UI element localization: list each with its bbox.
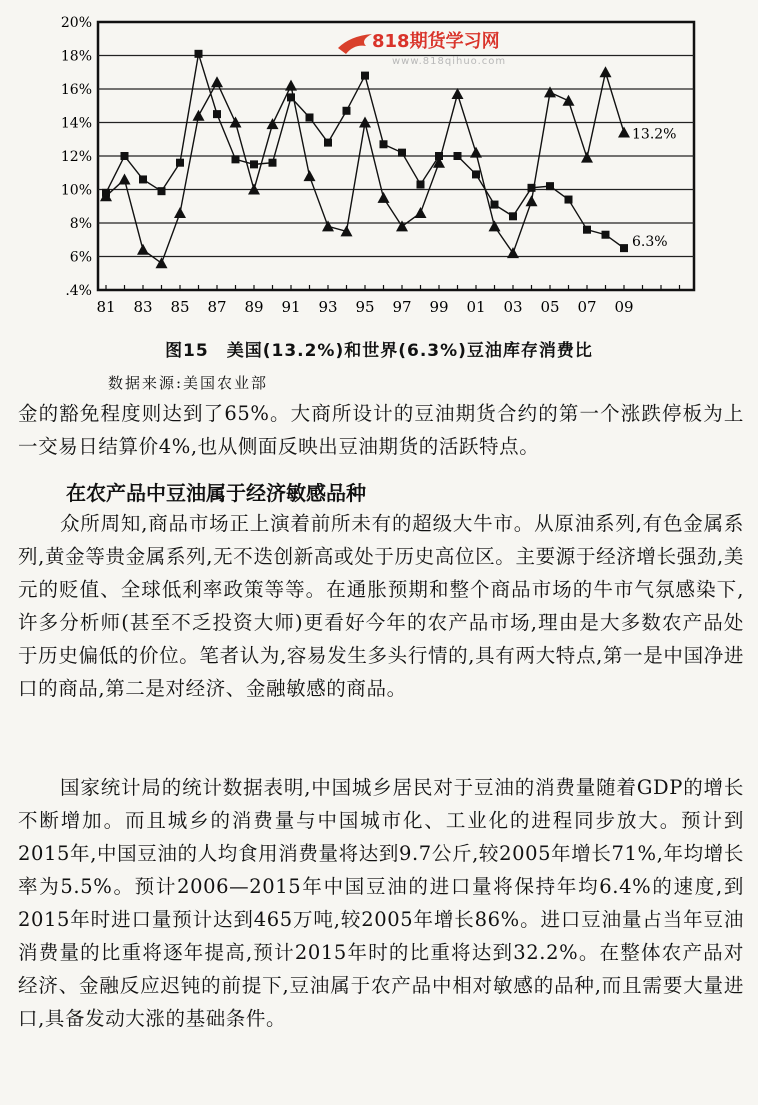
y-tick-label: 6%	[69, 249, 92, 266]
triangle-marker	[193, 110, 205, 121]
series-end-labels	[632, 127, 676, 251]
triangle-marker	[285, 80, 297, 91]
square-marker	[583, 226, 591, 234]
square-marker	[398, 149, 406, 157]
square-marker	[176, 159, 184, 167]
triangle-marker	[470, 147, 482, 158]
square-marker	[232, 155, 240, 163]
triangle-marker	[544, 86, 556, 97]
figure-caption: 图15 美国(13.2%)和世界(6.3%)豆油库存消费比	[165, 341, 593, 361]
triangle-marker	[156, 257, 168, 268]
square-marker	[435, 152, 443, 160]
triangle-marker	[415, 207, 427, 218]
soybean-oil-chart	[0, 0, 758, 330]
x-tick-label: 81	[96, 298, 116, 316]
triangle-marker	[267, 118, 279, 129]
triangle-marker	[119, 173, 131, 184]
square-marker	[250, 160, 258, 168]
series-end-label: 13.2%	[632, 126, 677, 143]
triangle-marker	[137, 244, 149, 255]
square-marker	[620, 244, 628, 252]
series-lines	[106, 54, 624, 263]
square-marker	[324, 139, 332, 147]
paragraph-3: 国家统计局的统计数据表明,中国城乡居民对于豆油的消费量随着GDP的增长不断增加。而且城乡的消费量与中国城市化、工业化的进程同步放大。预计到2015年,中国豆油的人均食用消费量将达到9.7公斤,较2005年增长71%,年均增长率为5.5%。预计2006—2015年中国豆油的进口量将保持年均6.4%的速度,到2015年时进口量预计达到465万吨,较2005年增长86%。进口豆油量占当年豆油消费量的比重将逐年提高,预计2015年时的比重将达到32.2%。在整体农产品对经济、金融反应迟钝的前提下,豆油属于农产品中相对敏感的品种,而且需要大量进口,具备发动大涨的基础条件。	[18, 776, 744, 1030]
y-tick-label: 16%	[60, 82, 92, 98]
series-markers	[100, 50, 630, 268]
y-tick-label: 10%	[60, 182, 92, 199]
x-tick-label: 91	[281, 298, 301, 316]
triangle-marker	[174, 207, 186, 218]
y-tick-label: 12%	[60, 149, 92, 165]
square-marker	[269, 159, 277, 167]
square-marker	[491, 201, 499, 209]
triangle-marker	[211, 76, 223, 87]
square-marker	[213, 110, 221, 118]
x-tick-label: 01	[466, 298, 486, 316]
triangle-marker	[396, 220, 408, 231]
triangle-marker	[507, 247, 519, 258]
y-tick-label: 20%	[60, 15, 92, 31]
paragraph-1: 金的豁免程度则达到了65%。大商所设计的豆油期货合约的第一个涨跌停板为上一交易日结算价4%,也从侧面反映出豆油期货的活跃特点。	[18, 402, 744, 458]
x-tick-label: 09	[614, 298, 634, 316]
flame-icon	[338, 34, 372, 54]
y-tick-label: 8%	[69, 216, 92, 232]
x-tick-label: 85	[170, 298, 190, 316]
section-heading: 在农产品中豆油属于经济敏感品种	[66, 481, 366, 505]
x-tick-label: 97	[392, 298, 412, 316]
series-line-world	[106, 54, 624, 248]
y-tick-label: 14%	[60, 115, 92, 132]
square-marker	[139, 175, 147, 183]
triangle-marker	[526, 195, 538, 206]
square-marker	[158, 187, 166, 195]
series-end-label: 6.3%	[632, 234, 668, 251]
square-marker	[546, 182, 554, 190]
x-tick-label: 83	[133, 298, 153, 316]
triangle-marker	[581, 152, 593, 163]
square-marker	[602, 231, 610, 239]
gridlines	[98, 56, 694, 257]
triangle-marker	[600, 66, 612, 77]
x-tick-label: 89	[244, 298, 264, 316]
square-marker	[306, 113, 314, 121]
x-tick-label: 87	[207, 298, 227, 316]
series-line-us	[106, 72, 624, 263]
y-tick-label: .4%	[65, 283, 92, 299]
watermark-logo	[338, 30, 506, 67]
triangle-marker	[452, 88, 464, 99]
square-marker	[528, 184, 536, 192]
y-axis	[61, 15, 92, 299]
square-marker	[102, 189, 110, 197]
square-marker	[380, 140, 388, 148]
watermark-title: 818期货学习网	[372, 31, 500, 52]
x-tick-label: 95	[355, 298, 375, 316]
square-marker	[472, 170, 480, 178]
square-marker	[565, 196, 573, 204]
x-tick-label: 07	[577, 298, 597, 316]
triangle-marker	[489, 220, 501, 231]
data-source: 数据来源:美国农业部	[108, 374, 269, 392]
x-tick-label: 99	[429, 298, 449, 316]
square-marker	[417, 180, 425, 188]
x-tick-label: 05	[540, 298, 560, 316]
square-marker	[454, 152, 462, 160]
square-marker	[121, 152, 129, 160]
y-tick-label: 18%	[60, 48, 92, 65]
square-marker	[195, 50, 203, 58]
x-tick-label: 93	[318, 298, 338, 316]
square-marker	[361, 72, 369, 80]
paragraph-2: 众所周知,商品市场正上演着前所未有的超级大牛市。从原油系列,有色金属系列,黄金等贵金属系列,无不迭创新高或处于历史高位区。主要源于经济增长强劲,美元的贬值、全球低利率政策等等。在通胀预期和整个商品市场的牛市气氛感染下,许多分析师(甚至不乏投资大师)更看好今年的农产品市场,理由是大多数农产品处于历史偏低的价位。笔者认为,容易发生多头行情的,具有两大特点,第一是中国净进口的商品,第二是对经济、金融敏感的商品。	[18, 512, 744, 700]
square-marker	[509, 212, 517, 220]
square-marker	[343, 107, 351, 115]
watermark-url: www.818qihuo.com	[392, 56, 507, 67]
triangle-marker	[378, 192, 390, 203]
triangle-marker	[563, 95, 575, 106]
triangle-marker	[618, 127, 630, 138]
x-tick-label: 03	[503, 298, 523, 316]
triangle-marker	[304, 170, 316, 181]
square-marker	[287, 93, 295, 101]
triangle-marker	[322, 220, 334, 231]
